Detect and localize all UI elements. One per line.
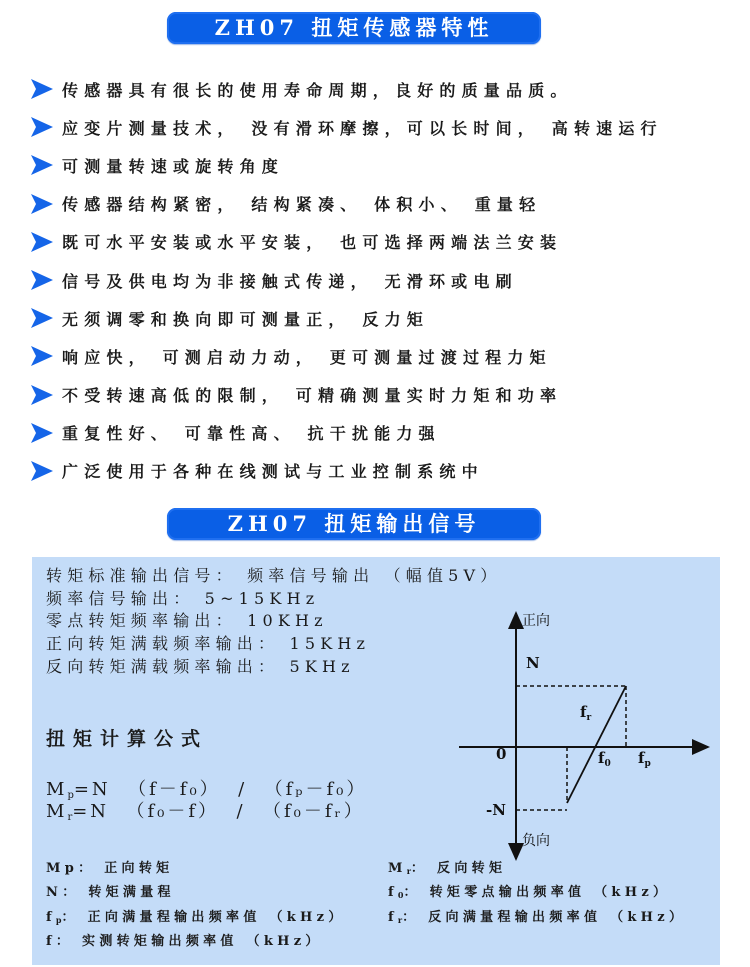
feature-item — [30, 337, 740, 375]
arrowhead-right-icon — [30, 422, 54, 444]
section-title-features: ZH07 扭矩传感器特性 — [167, 12, 541, 44]
legend-item-mp: Mp： 正向转矩 — [46, 860, 174, 876]
feature-item — [30, 223, 740, 261]
feature-item — [30, 452, 740, 490]
feature-item — [30, 70, 740, 108]
feature-item — [30, 376, 740, 414]
section-title-output-signal: ZH07 扭矩输出信号 — [167, 508, 541, 540]
spec-line-positive-full-load: 正向转矩满载频率输出： 15KHz — [46, 634, 371, 654]
arrowhead-right-icon — [30, 116, 54, 138]
spec-line-negative-full-load: 反向转矩满载频率输出： 5KHz — [46, 656, 355, 676]
feature-text: 传感器具有很长的使用寿命周期，良好的质量品质。 — [62, 80, 573, 100]
arrowhead-right-icon — [30, 345, 54, 367]
feature-text: 不受转速高低的限制， 可精确测量实时力矩和功率 — [62, 386, 563, 406]
positive-level-label: N — [526, 654, 540, 672]
feature-text: 重复性好、 可靠性高、 抗干扰能力强 — [62, 424, 441, 444]
legend-item-fr: $f_r$： 反向满量程输出频率值 （kHz） — [388, 909, 687, 925]
legend-item-f: f： 实测转矩输出频率值 （kHz） — [46, 934, 323, 950]
feature-item — [30, 261, 740, 299]
spec-line-standard-output: 转矩标准输出信号： 频率信号输出 （幅值5V） — [46, 566, 502, 585]
arrowhead-right-icon — [30, 154, 54, 176]
feature-item — [30, 185, 740, 223]
feature-item — [30, 146, 740, 184]
arrowhead-right-icon — [30, 307, 54, 329]
output-signal-panel — [32, 557, 720, 965]
torque-frequency-diagram — [452, 599, 712, 869]
formula-lhs: M — [46, 801, 68, 822]
arrowhead-right-icon — [30, 460, 54, 482]
symbol-legend — [46, 854, 716, 952]
feature-text: 可测量转速或旋转角度 — [62, 156, 285, 176]
negative-level-label: -N — [486, 801, 506, 819]
feature-text: 响应快， 可测启动力动， 更可测量过渡过程力矩 — [62, 347, 552, 367]
formula-lhs-sub: r — [67, 812, 73, 823]
legend-row — [46, 879, 716, 904]
formula-reverse-torque — [46, 801, 367, 823]
feature-text: 既可水平安装或水平安装， 也可选择两端法兰安装 — [62, 233, 563, 253]
legend-row — [46, 854, 716, 879]
characteristic-line — [567, 686, 626, 803]
spec-line-frequency-range: 频率信号输出： 5~15KHz — [46, 588, 320, 608]
formula-lhs: M — [46, 779, 68, 800]
formula-lhs-sub: p — [67, 790, 74, 801]
arrowhead-right-icon — [30, 269, 54, 291]
formula-rhs: =N （f－f₀） / （fₚ－f₀） — [73, 779, 368, 800]
y-axis-top-label: 正向 — [522, 613, 550, 629]
slope-label: $f_r$ — [580, 703, 592, 723]
spec-lines — [46, 565, 502, 678]
zero-point-label: $f_0$ — [598, 749, 611, 769]
origin-label: 0 — [496, 745, 507, 763]
positive-freq-label: $f_p$ — [638, 749, 651, 769]
legend-item-mr: $M_r$： 反向转矩 — [388, 860, 507, 876]
formula-rhs: =N （f₀－f） / （f₀－fᵣ） — [72, 801, 365, 822]
feature-text: 传感器结构紧密， 结构紧凑、 体积小、 重量轻 — [62, 195, 542, 215]
feature-text: 广泛使用于各种在线测试与工业控制系统中 — [62, 462, 484, 482]
feature-item — [30, 414, 740, 452]
feature-list — [30, 70, 740, 490]
arrowhead-right-icon — [30, 193, 54, 215]
y-axis-bottom-label: 负向 — [522, 833, 550, 849]
legend-item-f0: $f_0$： 转矩零点输出频率值 （kHz） — [388, 885, 671, 901]
feature-item — [30, 299, 740, 337]
arrowhead-right-icon — [30, 78, 54, 100]
feature-text: 无须调零和换向即可测量正， 反力矩 — [62, 309, 429, 329]
legend-row — [46, 928, 716, 953]
feature-text: 信号及供电均为非接触式传递， 无滑环或电刷 — [62, 271, 518, 291]
feature-text: 应变片测量技术， 没有滑环摩擦，可以长时间， 高转速运行 — [62, 118, 663, 138]
arrowhead-right-icon — [30, 384, 54, 406]
formula-positive-torque — [46, 779, 367, 801]
formula-title: 扭矩计算公式 — [46, 728, 209, 750]
arrowhead-right-icon — [30, 231, 54, 253]
legend-row — [46, 903, 716, 928]
legend-item-n: N： 转矩满量程 — [46, 885, 175, 901]
feature-item — [30, 108, 740, 146]
legend-item-fp: $f_p$： 正向满量程输出频率值 （kHz） — [46, 909, 346, 925]
spec-line-zero-frequency: 零点转矩频率输出： 10KHz — [46, 611, 328, 631]
formulas — [46, 779, 367, 823]
